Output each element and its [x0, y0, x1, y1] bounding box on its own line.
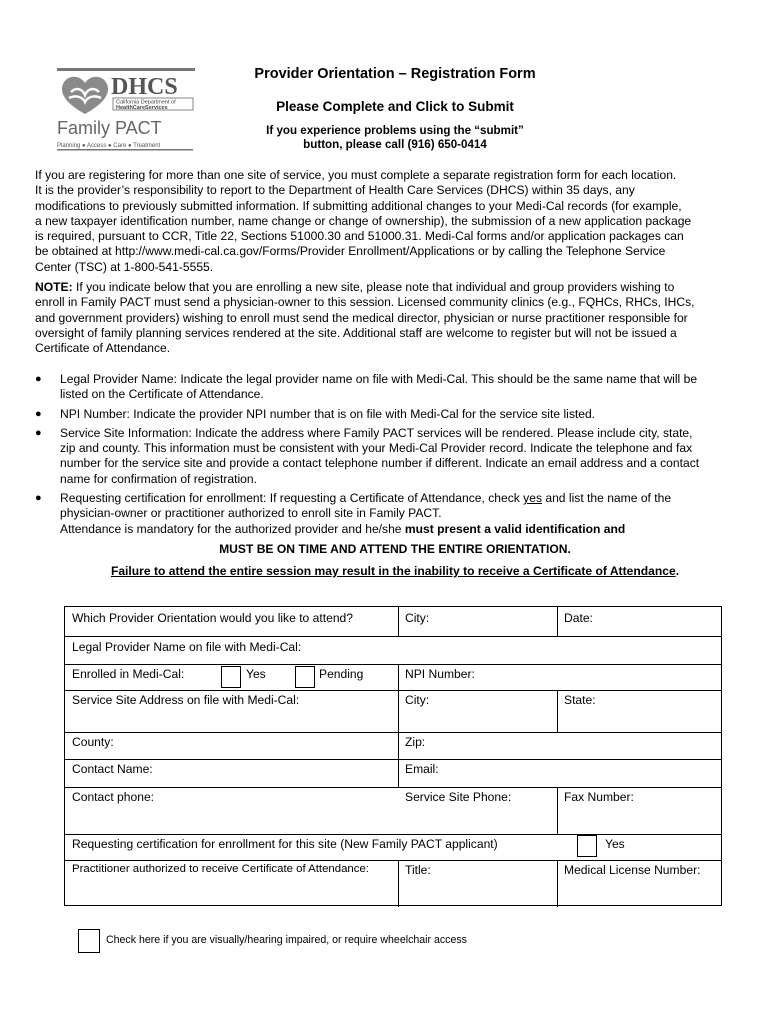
bullet-icon: ●	[35, 407, 42, 420]
logo-agency: DHCS	[111, 74, 178, 100]
certification-yes-checkbox[interactable]	[577, 835, 597, 857]
contact-name-label: Contact Name:	[72, 762, 153, 776]
practitioner-label: Practitioner authorized to receive Certificate of Attendance:	[72, 863, 369, 875]
email-label: Email:	[405, 762, 439, 776]
list-item: ● NPI Number: Indicate the provider NPI number that is on file with Medi-Cal for the service site listed.	[35, 406, 596, 421]
enrolled-yes-label: Yes	[246, 667, 266, 681]
list-item: ● Legal Provider Name: Indicate the legal provider name on file with Medi-Cal. This should be the same name that will be listed on the Certificate of Attendance.	[35, 372, 698, 402]
form-title: Provider Orientation – Registration Form	[254, 66, 536, 82]
instruction-list	[35, 372, 740, 541]
bullet-icon: ●	[35, 373, 42, 385]
attendance-warning: MUST BE ON TIME AND ATTEND THE ENTIRE ORIENTATION.	[219, 542, 571, 556]
requesting-certification-label: Requesting certification for enrollment for this site (New Family PACT applicant)	[72, 837, 498, 851]
bullet-icon: ●	[35, 426, 42, 439]
svg-text:California Department of: California Department of	[116, 99, 176, 106]
accessibility-label: Check here if you are visually/hearing impaired, or require wheelchair access	[106, 934, 467, 946]
contact-phone-label: Contact phone:	[72, 790, 155, 804]
date-label: Date:	[564, 611, 593, 625]
site-city-label: City:	[405, 693, 430, 707]
license-label: Medical License Number:	[564, 863, 701, 877]
dhcs-family-pact-logo	[57, 68, 197, 152]
npi-label: NPI Number:	[405, 667, 475, 681]
svg-text:Planning ● Access ● Care ● Tre: Planning ● Access ● Care ● Treatment	[57, 143, 161, 149]
help-text: If you experience problems using the “submit” button, please call (916) 650-0414	[266, 124, 524, 151]
bullet-icon: ●	[35, 492, 42, 505]
fax-label: Fax Number:	[564, 790, 634, 804]
state-label: State:	[564, 693, 596, 707]
note-label: NOTE:	[35, 280, 73, 294]
form-subtitle: Please Complete and Click to Submit	[276, 99, 514, 114]
enrolled-pending-checkbox[interactable]	[295, 666, 315, 688]
intro-paragraph: If you are registering for more than one site of service, you must complete a separate registration form for each location. It is the provider’s responsibility to report to the Department of Health Care Services (DHCS) within 35 days, any modifications to previously submitted information. If submitting additional changes to your Medi-Cal records (for example, a new taxpayer identification number, name change or change of ownership), the submission of a new application package is required, pursuant to CCR, Title 22, Sections 51000.30 and 51000.31. Medi-Cal forms and/or application packages can be obtained at http://www.medi-cal.ca.gov/Forms/Provider Enrollment/Applications or by calling the Telephone Service Center (TSC) at 1-800-541-5555.	[35, 168, 692, 274]
enrolled-yes-checkbox[interactable]	[221, 666, 241, 688]
county-label: County:	[72, 735, 114, 749]
svg-text:HealthCareServices: HealthCareServices	[116, 105, 168, 111]
logo-program: Family PACT	[57, 118, 162, 138]
certification-yes-label: Yes	[605, 837, 625, 851]
note-paragraph: NOTE: If you indicate below that you are enrolling a new site, please note that individual and group providers wishing to enroll in Family PACT must send a physician-owner to this session. Licensed community clinics (e.g., FQHCs, RHCs, IHCs, and government providers) wishing to enroll must send the medical director, physician or nurse practitioner responsible for oversight of family planning services rendered at the site. Additional staff are welcome to register but will not be issued a Certificate of Attendance.	[35, 280, 695, 356]
list-item: ● Requesting certification for enrollment: If requesting a Certificate of Attendance, check yes and list the name of the physician-owner or practitioner authorized to enroll site in Family PACT. Attendance is mandatory for the authorized provider and he/she must present a valid identification and	[35, 491, 672, 536]
zip-label: Zip:	[405, 735, 426, 749]
legal-name-label: Legal Provider Name on file with Medi-Cal:	[72, 640, 302, 654]
city-label: City:	[405, 611, 430, 625]
enrolled-pending-label: Pending	[319, 667, 364, 681]
registration-form-table	[64, 606, 722, 906]
site-phone-label: Service Site Phone:	[405, 790, 512, 804]
accessibility-checkbox[interactable]	[78, 929, 100, 953]
site-address-label: Service Site Address on file with Medi-Cal:	[72, 693, 300, 707]
enrolled-label: Enrolled in Medi-Cal:	[72, 667, 185, 681]
orientation-label: Which Provider Orientation would you like to attend?	[72, 611, 353, 625]
failure-notice: Failure to attend the entire session may result in the inability to receive a Certificate of Attendance.	[110, 564, 680, 578]
title-label: Title:	[405, 863, 431, 877]
list-item: ● Service Site Information: Indicate the address where Family PACT services will be rendered. Please include city, state, zip and county. This information must be consistent with your Medi-Cal Provider record. Indicate the telephone and fax number for the service site and provide a contact telephone number if different. Indicate an email address and a contact name for confirmation of registration.	[35, 425, 700, 486]
